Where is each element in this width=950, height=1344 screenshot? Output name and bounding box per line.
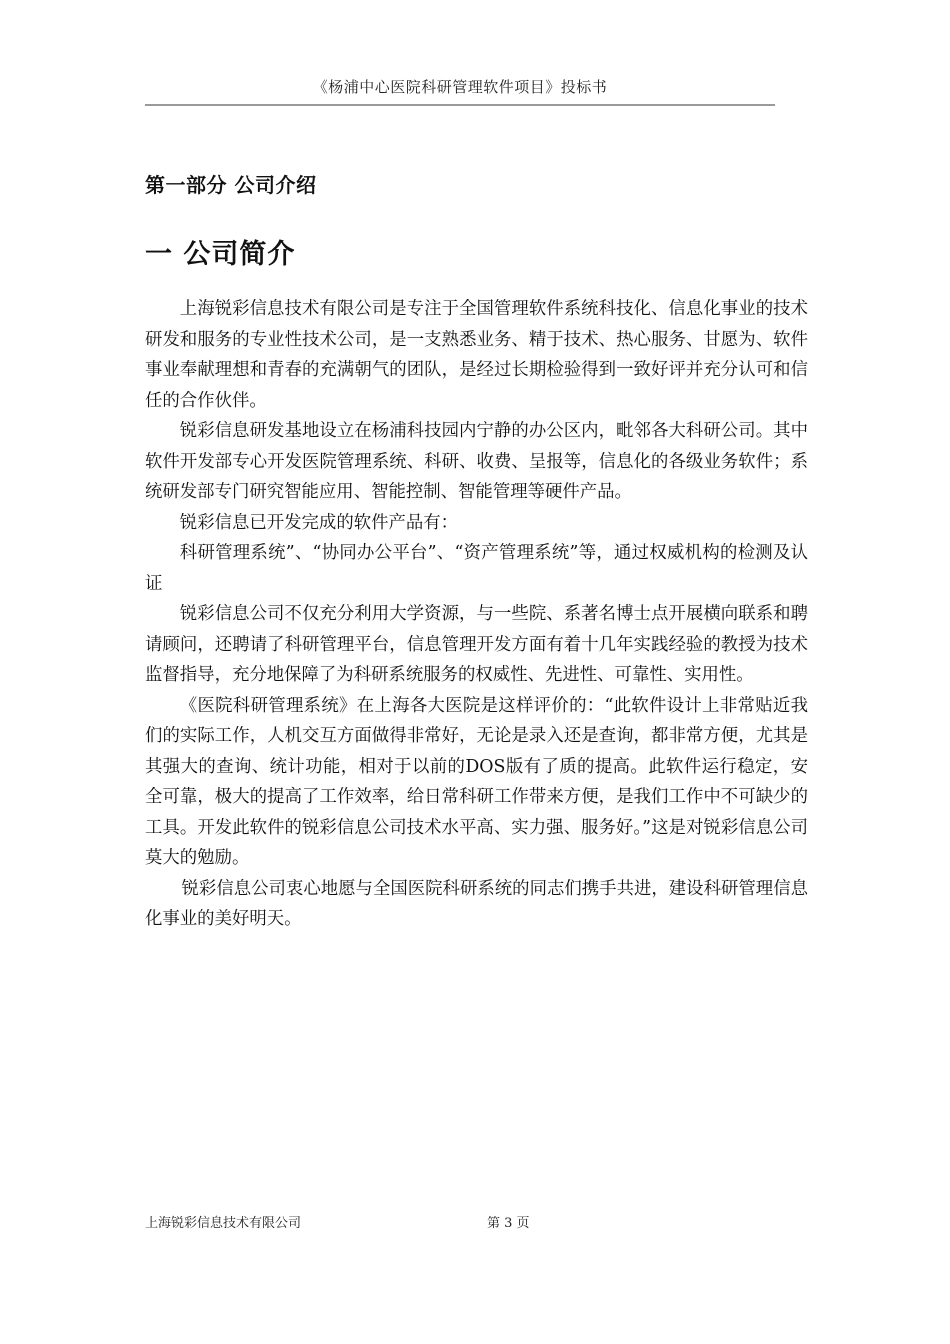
- paragraph: 上海锐彩信息技术有限公司是专注于全国管理软件系统科技化、信息化事业的技术研发和服务的专业性技术公司，是一支熟悉业务、精于技术、热心服务、甘愿为、软件事业奉献理想和青春的充满朝气的团队，是经过长期检验得到一致好评并充分认可和信任的合作伙伴。: [145, 299, 808, 411]
- page-header: 《杨浦中心医院科研管理软件项目》投标书: [312, 78, 608, 96]
- paragraph: 锐彩信息公司衷心地愿与全国医院科研系统的同志们携手共进，建设科研管理信息化事业的美好明天。: [145, 878, 808, 929]
- section-title: 一 公司简介: [145, 239, 296, 270]
- paragraph: 锐彩信息公司不仅充分利用大学资源，与一些院、系著名博士点开展横向联系和聘请顾问，还聘请了科研管理平台，信息管理开发方面有着十几年实践经验的教授为技术监督指导，充分地保障了为科研系统服务的权威性、先进性、可靠性、实用性。: [145, 604, 808, 685]
- paragraph: 《医院科研管理系统》在上海各大医院是这样评价的：“此软件设计上非常贴近我们的实际工作，人机交互方面做得非常好，无论是录入还是查询，都非常方便，尤其是其强大的查询、统计功能，相对于以前的DOS版有了质的提高。此软件运行稳定，安全可靠，极大的提高了工作效率，给日常科研工作带来方便，是我们工作中不可缺少的工具。开发此软件的锐彩信息公司技术水平高、实力强、服务好。”这是对锐彩信息公司莫大的勉励。: [145, 695, 808, 868]
- header-divider: [145, 104, 775, 106]
- paragraph: 锐彩信息已开发完成的软件产品有：: [179, 512, 459, 533]
- paragraph: 科研管理系统”、“协同办公平台”、“资产管理系统”等，通过权威机构的检测及认证: [145, 543, 808, 594]
- footer-page-number: 第 3 页: [487, 1216, 530, 1231]
- part-title: 第一部分 公司介绍: [145, 173, 317, 197]
- footer-company: 上海锐彩信息技术有限公司: [145, 1216, 302, 1231]
- body-text: [145, 294, 808, 935]
- paragraph: 锐彩信息研发基地设立在杨浦科技园内宁静的办公区内，毗邻各大科研公司。其中软件开发部专心开发医院管理系统、科研、收费、呈报等，信息化的各级业务软件；系统研发部专门研究智能应用、智能控制、智能管理等硬件产品。: [145, 421, 808, 502]
